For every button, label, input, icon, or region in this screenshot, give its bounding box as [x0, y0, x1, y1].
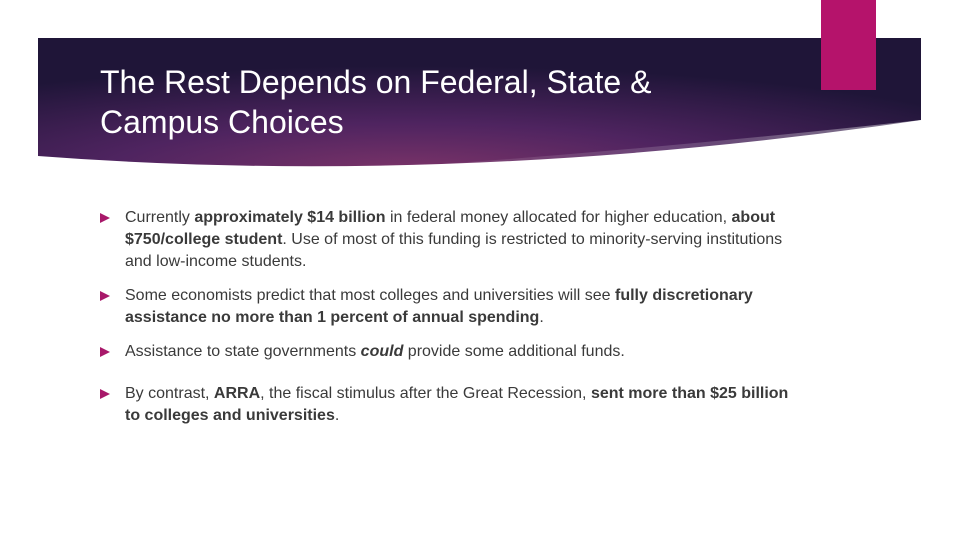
title-banner [38, 38, 921, 178]
triangle-bullet-icon [100, 347, 110, 357]
bullet-text-segment: sent more than $25 billion to colleges and universities [125, 385, 789, 424]
bullet-item [100, 207, 800, 273]
bullet-text-segment: . Use of most of this funding is restricted to minority-serving institutions and low-income students. [125, 231, 783, 270]
bullet-text-segment: . [334, 407, 340, 424]
bullet-text-segment: about $750/college student [125, 209, 776, 248]
bullet-text-segment: ARRA [213, 385, 261, 402]
triangle-bullet-icon [100, 213, 110, 223]
slide-title: The Rest Depends on Federal, State & Campus Choices [100, 64, 652, 140]
bullet-text-segment: fully discretionary assistance no more than 1 percent of annual spending [125, 287, 753, 326]
bullet-text-segment: approximately $14 billion [194, 209, 386, 226]
bullet-text-segment: Assistance to state governments [125, 343, 361, 360]
bullet-item [100, 341, 800, 363]
bullet-text-segment: , the fiscal stimulus after the Great Recession, [260, 385, 591, 402]
bullet-text-segment: could [360, 343, 404, 360]
triangle-bullet-icon [100, 389, 110, 399]
bullet-text-segment: Currently [125, 209, 195, 226]
bullet-text-segment: . [539, 309, 544, 326]
bullet-text-segment: Some economists predict that most colleges and universities will see [125, 287, 615, 304]
bullet-text-segment: in federal money allocated for higher education, [385, 209, 732, 226]
bullet-text-segment: provide some additional funds. [403, 343, 625, 360]
bullet-item [100, 285, 800, 329]
triangle-bullet-icon [100, 291, 110, 301]
bullet-text-segment: By contrast, [125, 385, 214, 402]
accent-bar [821, 0, 876, 90]
bullet-item [100, 383, 800, 427]
bullet-list [100, 207, 800, 427]
